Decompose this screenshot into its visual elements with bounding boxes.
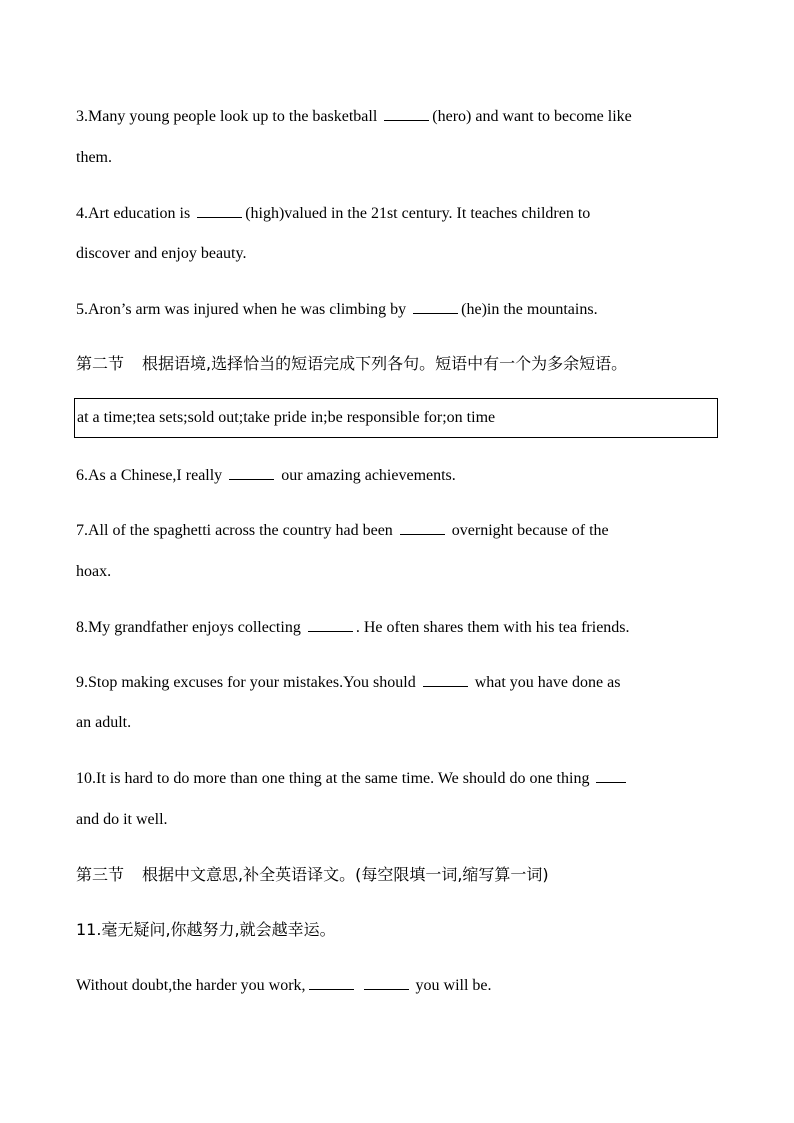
question-11-continuation: you will be. <box>415 977 492 994</box>
question-5-text: 5.Aron’s arm was injured when he was climbing by <box>76 301 407 318</box>
question-8-line-1 <box>76 617 630 638</box>
question-7-line-1 <box>76 520 609 541</box>
question-9-line-2 <box>76 713 131 733</box>
answer-blank <box>596 768 626 783</box>
question-3-continuation: them. <box>76 149 112 166</box>
question-7-line-2 <box>76 562 111 582</box>
question-4-line-2 <box>76 244 246 264</box>
section-2-label: 第二节 <box>76 354 125 373</box>
question-10-end: and do it well. <box>76 811 168 828</box>
question-6-line-1 <box>76 465 456 486</box>
question-4-text: 4.Art education is <box>76 205 191 222</box>
question-11-prompt: 11.毫无疑问,你越努力,就会越幸运。 <box>76 920 336 939</box>
section-3-label: 第三节 <box>76 865 125 884</box>
answer-blank <box>308 617 353 632</box>
section-3-instruction: 根据中文意思,补全英语译文。(每空限填一词,缩写算一词) <box>142 865 549 884</box>
question-10-line-1 <box>76 768 629 789</box>
question-7-end: hoax. <box>76 563 112 580</box>
question-11-line-1 <box>76 975 492 996</box>
question-8-continuation: . He often shares them with his tea friends. <box>355 619 630 636</box>
section-2-instruction: 根据语境,选择恰当的短语完成下列各句。短语中有一个为多余短语。 <box>142 354 628 373</box>
question-3-line-2 <box>76 148 112 168</box>
section-2-heading <box>76 354 627 374</box>
question-10-text: 10.It is hard to do more than one thing at the same time. We should do one thing <box>76 770 590 787</box>
question-8-text: 8.My grandfather enjoys collecting <box>76 619 301 636</box>
question-4-continuation: discover and enjoy beauty. <box>76 245 247 262</box>
phrase-box <box>74 398 718 438</box>
question-7-continuation: overnight because of the <box>451 522 609 539</box>
question-5-hint: (he)in the mountains. <box>461 301 598 318</box>
answer-blank <box>197 203 242 218</box>
question-4-line-1 <box>76 203 590 224</box>
question-3-text: 3.Many young people look up to the basketball <box>76 108 378 125</box>
question-6-text: 6.As a Chinese,I really <box>76 467 223 484</box>
question-6-continuation: our amazing achievements. <box>281 467 456 484</box>
question-7-text: 7.All of the spaghetti across the country had been <box>76 522 393 539</box>
question-9-continuation: what you have done as <box>474 674 621 691</box>
answer-blank <box>423 672 468 687</box>
answer-blank <box>364 975 409 990</box>
question-9-end: an adult. <box>76 714 132 731</box>
answer-blank <box>229 465 274 480</box>
question-10-line-2 <box>76 810 168 830</box>
question-3-line-1 <box>76 106 632 127</box>
answer-blank <box>309 975 354 990</box>
question-9-line-1 <box>76 672 620 693</box>
question-11-chinese <box>76 920 336 940</box>
phrase-list: at a time;tea sets;sold out;take pride in;be responsible for;on time <box>77 409 496 426</box>
question-11-text: Without doubt,the harder you work, <box>76 977 306 994</box>
question-4-hint: (high)valued in the 21st century. It teaches children to <box>245 205 591 222</box>
question-3-hint: (hero) and want to become like <box>432 108 632 125</box>
answer-blank <box>400 520 445 535</box>
section-3-heading <box>76 865 549 885</box>
answer-blank <box>413 299 458 314</box>
question-5-line-1 <box>76 299 598 320</box>
question-9-text: 9.Stop making excuses for your mistakes.You should <box>76 674 416 691</box>
answer-blank <box>384 106 429 121</box>
